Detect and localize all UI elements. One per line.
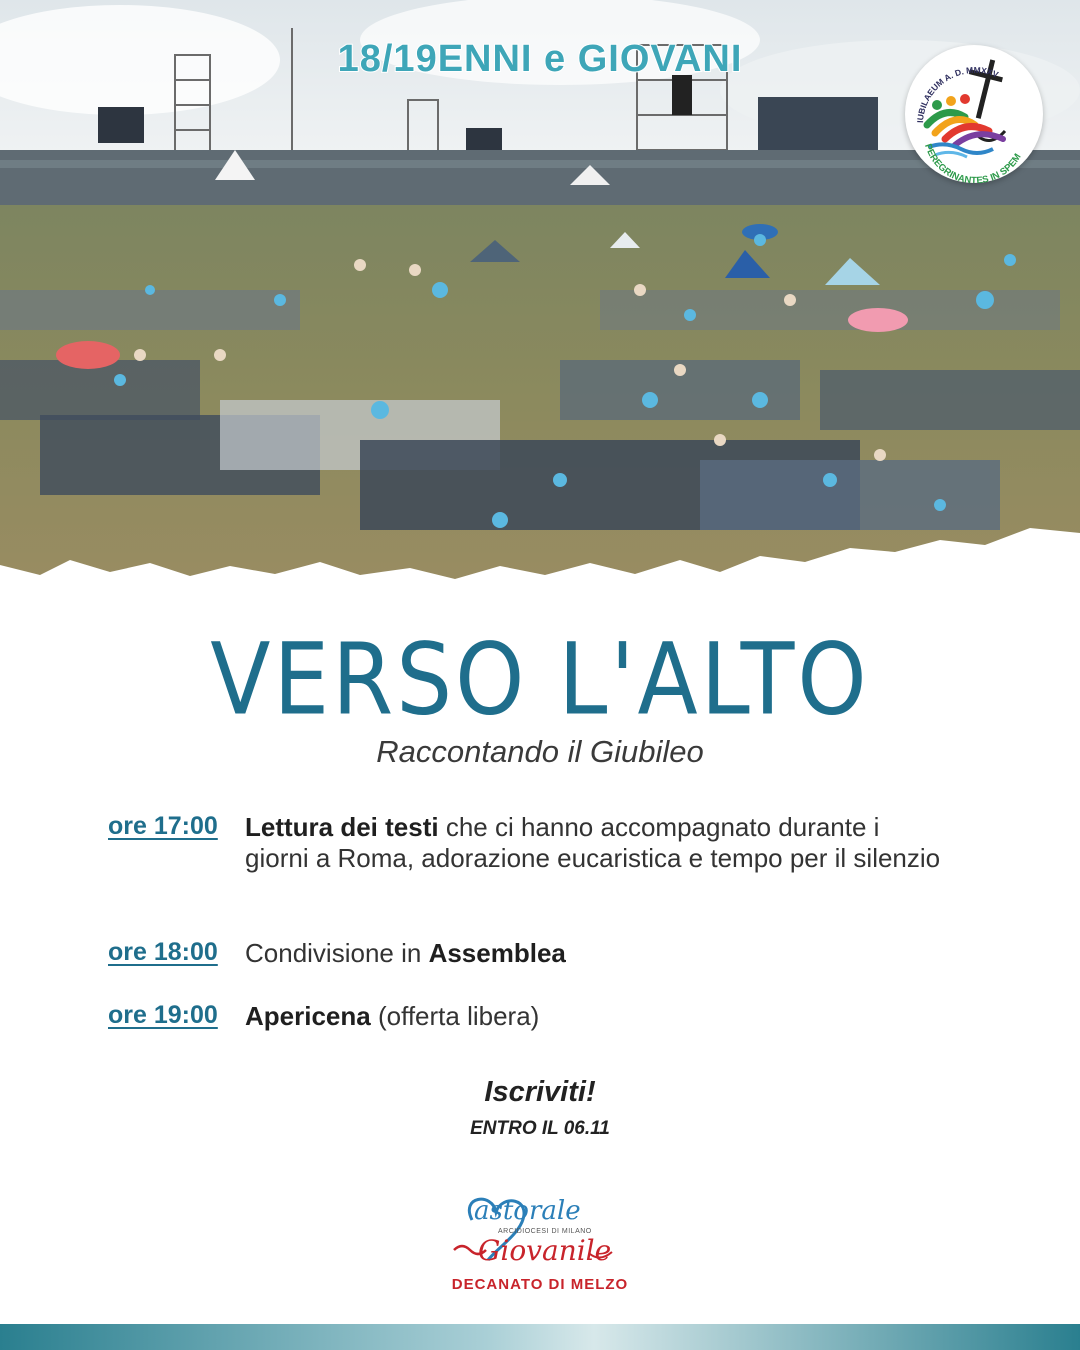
jubilee-logo — [905, 45, 1043, 183]
signup-call-to-action[interactable]: Iscriviti! — [484, 1076, 596, 1108]
bottom-gradient-bar — [0, 1324, 1080, 1350]
schedule-bold: Apericena — [245, 1001, 371, 1031]
schedule-text: Condivisione in — [245, 938, 429, 968]
logo-word-giovanile: Giovanile — [478, 1234, 612, 1267]
event-title: VERSO L'ALTO — [210, 621, 870, 738]
schedule-text: che ci hanno accompagnato durante i giorni a Roma, adorazione eucaristica e tempo per il silenzio — [245, 812, 941, 873]
schedule-text: (offerta libera) — [370, 1001, 540, 1031]
decanato-label: DECANATO DI MELZO — [451, 1276, 629, 1293]
schedule-description — [245, 1001, 945, 1032]
logo-word-pastorale: astorale — [474, 1196, 581, 1226]
schedule-time[interactable]: ore 17:00 — [108, 812, 218, 840]
schedule-bold: Assemblea — [428, 938, 566, 968]
logo-small-text: ARCIDIOCESI DI MILANO — [498, 1228, 592, 1235]
svg-text:PEREGRINANTES IN SPEM — [922, 142, 1024, 183]
top-title: 18/19ENNI e GIOVANI — [337, 38, 743, 80]
logo-arc-text-bottom: PEREGRINANTES IN SPEM — [922, 142, 1024, 183]
schedule-description — [245, 938, 945, 969]
schedule-bold: Lettura dei testi — [245, 812, 439, 842]
signup-deadline: ENTRO IL 06.11 — [470, 1118, 610, 1139]
event-subtitle: Raccontando il Giubileo — [376, 734, 704, 769]
schedule-description — [245, 812, 945, 874]
hero-photo — [0, 0, 1080, 600]
logo-arc-text-top: IUBILAEUM A. D. MMXXV — [914, 64, 1000, 124]
schedule-time[interactable]: ore 19:00 — [108, 1001, 218, 1029]
schedule-time[interactable]: ore 18:00 — [108, 938, 218, 966]
